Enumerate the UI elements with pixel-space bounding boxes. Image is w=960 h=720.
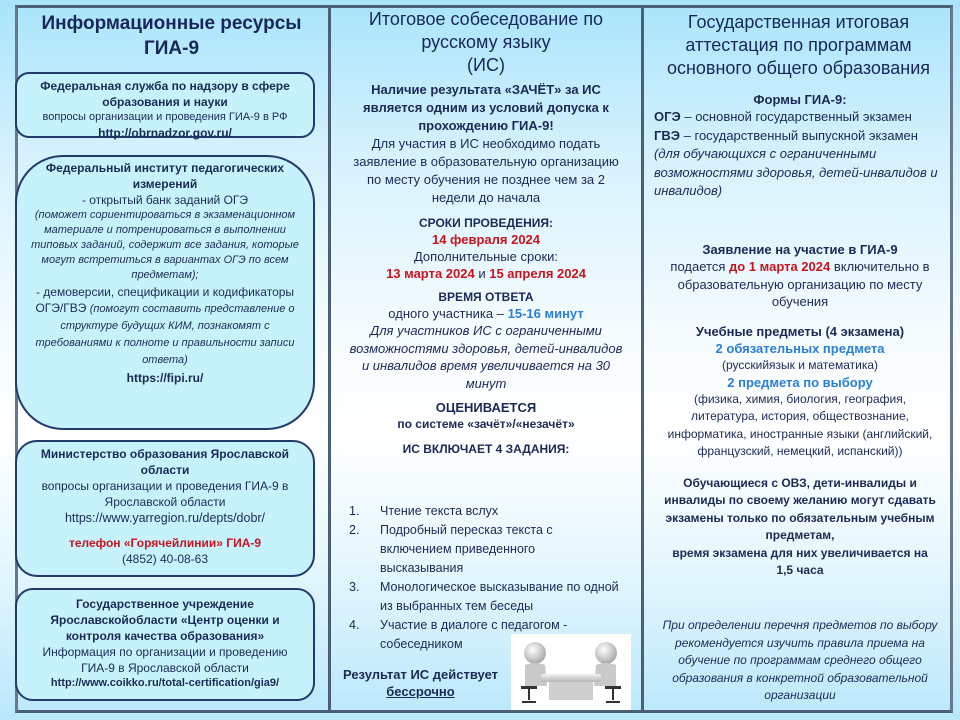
extra-dates-label: Дополнительные сроки: (413, 249, 559, 264)
coikko-link[interactable]: http://www.coikko.ru/total-certification/gia9/ (50, 677, 280, 689)
resource-box-coikko (15, 588, 315, 701)
application-requirement: Для участия в ИС необходимо подать заявление в образовательную организацию по месту обучения не позднее чем за 2 недели до начала (353, 136, 619, 205)
rosobrnadzor-desc: вопросы организации и проведения ГИА-9 в РФ (42, 111, 288, 123)
elective-subjects-list: (физика, химия, биология, география, литература, история, обществознание, информатика, иностранные языки (английский, французский, немецкий, испанский)) (667, 391, 933, 458)
task-item: 3. Монологическое высказывание по одной из выбранных тем беседы (349, 580, 619, 613)
oge-text: – основной государственный экзамен (684, 109, 912, 124)
coikko-desc: Информация по организации и проведению ГИА-9 в Ярославской области (42, 645, 288, 675)
column-info-resources (15, 5, 328, 713)
tasks-heading: ИС ВКЛЮЧАЕТ 4 ЗАДАНИЯ: (402, 442, 570, 456)
ovz-text: Обучающиеся с ОВЗ, дети-инвалиды и инвалиды по своему желанию могут сдавать экзамены только по обязательным учебным предметам, (664, 475, 936, 542)
resource-box-fipi (15, 155, 315, 430)
col2-title-line3: (ИС) (467, 55, 505, 75)
task-item: 1. Чтение текста вслух (349, 504, 499, 518)
subject-choice-advice: При определении перечня предметов по выбору рекомендуется изучить правила приема на обучение по программам среднего общего образования в конкретной образовательной организации (662, 618, 938, 702)
fipi-link[interactable]: https://fipi.ru/ (126, 371, 204, 385)
fipi-name-line1: Федеральный институт педагогических (45, 161, 285, 175)
rosobrnadzor-link[interactable]: http://obrnadzor.gov.ru/ (98, 126, 232, 140)
two-people-at-table-icon (511, 634, 631, 710)
grading-heading: ОЦЕНИВАЕТСЯ (435, 400, 537, 415)
ministry-link[interactable]: https://www.yarregion.ru/depts/dobr/ (64, 511, 266, 525)
col1-title-line2: ГИА-9 (143, 38, 200, 59)
task-item: 2. Подробный пересказ текста с включением приведенного высказывания (349, 523, 553, 575)
col3-title-line2: аттестация по программам (685, 35, 912, 55)
result-validity: Результат ИС действует (342, 667, 499, 682)
hotline-phone[interactable]: (4852) 40-08-63 (121, 552, 209, 566)
answer-time-prefix: одного участника – (388, 306, 504, 321)
hotline-label: телефон «Горячейлинии» ГИА-9 (68, 536, 262, 550)
rosobrnadzor-name-line1: Федеральная служба по надзору в сфере (40, 79, 290, 93)
col3-title-line1: Государственная итоговая (687, 12, 910, 32)
tasks-list (349, 502, 619, 654)
col2-title-line2: русскому языку (421, 32, 551, 52)
forms-heading: Формы ГИА-9: (753, 92, 847, 107)
fipi-item-bank-note: (поможет сориентироваться в экзаменационном материале и потренироваться в выполнении типовых заданий, содержит все задания, которые могут встретиться в вариантах ОГЭ по всем предметам); (31, 209, 299, 281)
col2-title-line1: Итоговое собеседование по (368, 9, 604, 29)
ministry-name-line1: Министерство образования Ярославской (40, 447, 290, 461)
gve-abbr: ГВЭ (654, 127, 681, 143)
elective-subjects-label: 2 предмета по выбору (727, 374, 873, 390)
coikko-name: Государственное учреждение Ярославскойобласти «Центр оценки и контроля качества образования» (50, 597, 280, 643)
fipi-item-demo-note: (помогут составить представление о структуре будущих КИМ, познакомят с требованиями к полноте и правильности записи ответа) (35, 303, 295, 366)
resource-box-rosobrnadzor (15, 72, 315, 138)
task-item: 4. Участие в диалоге с педагогом - собеседником (349, 618, 568, 651)
main-date: 14 февраля 2024 (431, 232, 541, 247)
rosobrnadzor-name-line2: образования и науки (102, 95, 228, 109)
ministry-name-line2: области (140, 463, 190, 477)
ovz-time: время экзамена для них увеличивается на 1,5 часа (672, 545, 928, 577)
resource-box-ministry (15, 440, 315, 577)
grading-text: по системе «зачёт»/«незачёт» (397, 417, 575, 431)
column-gia9 (641, 5, 953, 713)
subjects-heading: Учебные предметы (4 экзамена) (695, 323, 905, 339)
column-final-interview (328, 5, 641, 713)
col1-title-line1: Информационные ресурсы (41, 13, 302, 34)
result-validity-term: бессрочно (386, 684, 455, 699)
gve-text: – государственный выпускной экзамен (683, 127, 918, 143)
mandatory-subjects-list: (русскийязык и математика) (721, 357, 879, 372)
interview-illustration (511, 634, 631, 710)
gve-note: (для обучающихся с ограниченными возможностями здоровья, детей-инвалидов и инвалидов) (654, 146, 938, 198)
fipi-name-line2: измерений (132, 177, 198, 191)
application-heading: Заявление на участие в ГИА-9 (702, 242, 898, 257)
fipi-item-bank: - открытый банк заданий ОГЭ (81, 193, 249, 207)
extra-date-1: 13 марта 2024 (386, 266, 475, 281)
application-deadline: до 1 марта 2024 (729, 259, 831, 274)
extra-date-2: 15 апреля 2024 (489, 266, 586, 281)
answer-time-note: Для участников ИС с ограниченными возможностями здоровья, детей-инвалидов и инвалидов время увеличивается на 30 минут (349, 323, 623, 391)
application-prefix: подается (670, 259, 726, 274)
admission-condition: Наличие результата «ЗАЧЁТ» за ИС является одним из условий допуска к прохождению ГИА-9! (363, 82, 609, 133)
answer-time-heading: ВРЕМЯ ОТВЕТА (438, 290, 534, 304)
answer-time-value: 15-16 минут (507, 306, 584, 321)
ministry-desc: вопросы организации и проведения ГИА-9 в Ярославской области (41, 479, 289, 509)
dates-heading: СРОКИ ПРОВЕДЕНИЯ: (418, 216, 554, 230)
col3-title-line3: основного общего образования (666, 58, 931, 78)
fipi-item-demo: - демоверсии, спецификации и кодификаторы ОГЭ/ГВЭ (35, 285, 295, 315)
mandatory-subjects-label: 2 обязательных предмета (715, 340, 885, 356)
oge-abbr: ОГЭ (654, 109, 681, 124)
extra-dates-and: и (478, 266, 486, 281)
application-suffix: включительно в образовательную организацию по месту обучения (677, 259, 930, 309)
